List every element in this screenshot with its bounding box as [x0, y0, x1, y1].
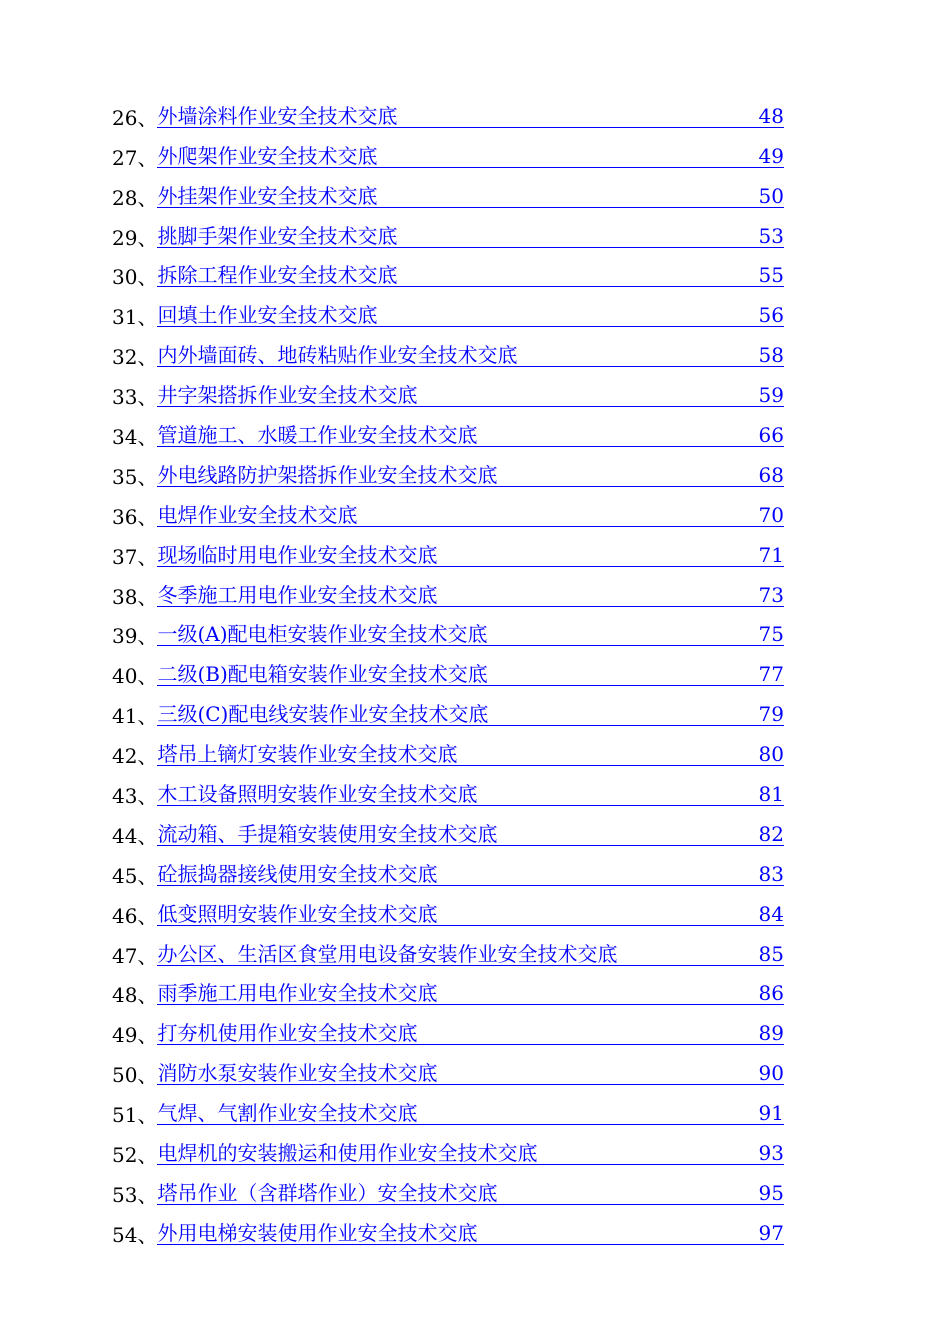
toc-entry-title: 木工设备照明安装作业安全技术交底 [157, 782, 478, 807]
toc-entry-page: 90 [758, 1061, 784, 1086]
toc-entry-link[interactable] [157, 861, 784, 886]
toc-entry-link[interactable] [157, 103, 784, 128]
toc-entry-link[interactable] [157, 143, 784, 168]
toc-entry-page: 70 [758, 502, 784, 527]
toc-entry [112, 291, 784, 331]
toc-entry-number: 52、 [112, 1143, 158, 1168]
toc-entry-link[interactable] [157, 183, 784, 208]
toc-entry-page: 91 [758, 1101, 784, 1126]
toc-entry-number: 26、 [112, 105, 158, 130]
toc-entry-link[interactable] [157, 1180, 784, 1205]
toc-entry [112, 92, 784, 132]
toc-entry [112, 1209, 784, 1249]
toc-entry-title: 外电线路防护架搭拆作业安全技术交底 [157, 462, 498, 487]
toc-entry-link[interactable] [157, 1023, 784, 1045]
toc-entry [112, 132, 784, 172]
toc-entry-number: 49、 [112, 1023, 158, 1048]
toc-entry [112, 371, 784, 411]
toc-entry-link[interactable] [157, 345, 784, 367]
toc-entry [112, 850, 784, 890]
toc-entry-title: 流动箱、手提箱安装使用安全技术交底 [157, 821, 498, 846]
toc-entry [112, 1169, 784, 1209]
toc-entry-page: 82 [758, 821, 784, 846]
toc-entry-link[interactable] [157, 582, 784, 607]
toc-entry-title: 外墙涂料作业安全技术交底 [157, 103, 398, 128]
toc-entry-title: 外挂架作业安全技术交底 [157, 183, 378, 208]
toc-entry [112, 252, 784, 292]
toc-entry-title: 电焊机的安装搬运和使用作业安全技术交底 [157, 1141, 538, 1166]
toc-entry [112, 491, 784, 531]
toc-entry-page: 80 [758, 742, 784, 767]
toc-entry-link[interactable] [157, 664, 784, 686]
toc-entry-page: 49 [758, 143, 784, 168]
toc-entry [112, 810, 784, 850]
toc-entry [112, 690, 784, 730]
toc-entry-title: 外爬架作业安全技术交底 [157, 143, 378, 168]
toc-entry [112, 1129, 784, 1169]
toc-entry-number: 51、 [112, 1103, 158, 1128]
toc-entry-number: 31、 [112, 305, 158, 330]
toc-entry-number: 37、 [112, 544, 158, 569]
toc-entry-title: 气焊、气割作业安全技术交底 [157, 1101, 418, 1126]
toc-entry-title: 内外墙面砖、地砖粘贴作业安全技术交底 [157, 343, 518, 368]
toc-entry-link[interactable] [157, 425, 784, 447]
toc-entry-page: 95 [758, 1180, 784, 1205]
toc-entry-number: 38、 [112, 584, 158, 609]
toc-entry-link[interactable] [157, 1220, 784, 1245]
toc-entry-title: 挑脚手架作业安全技术交底 [157, 223, 398, 248]
toc-entry [112, 411, 784, 451]
toc-entry-title: 二级(B)配电箱安装作业安全技术交底 [157, 662, 488, 687]
toc-entry-link[interactable] [157, 1103, 784, 1125]
toc-entry-number: 42、 [112, 744, 158, 769]
toc-entry-title: 办公区、生活区食堂用电设备安装作业安全技术交底 [157, 941, 618, 966]
toc-entry-number: 30、 [112, 265, 158, 290]
toc-entry-link[interactable] [157, 223, 784, 248]
toc-entry-page: 50 [758, 183, 784, 208]
toc-entry [112, 770, 784, 810]
toc-entry-link[interactable] [157, 983, 784, 1005]
toc-entry [112, 1049, 784, 1089]
toc-entry-title: 外用电梯安装使用作业安全技术交底 [157, 1220, 478, 1245]
toc-entry-page: 84 [758, 901, 784, 926]
toc-entry-number: 45、 [112, 863, 158, 888]
toc-entry-number: 39、 [112, 624, 158, 649]
toc-entry-link[interactable] [157, 901, 784, 926]
toc-entry-page: 53 [758, 223, 784, 248]
toc-entry-title: 雨季施工用电作业安全技术交底 [157, 981, 438, 1006]
toc-entry-title: 低变照明安装作业安全技术交底 [157, 901, 438, 926]
toc-entry-page: 71 [758, 542, 784, 567]
toc-entry-page: 86 [758, 981, 784, 1006]
toc-entry-number: 29、 [112, 225, 158, 250]
toc-entry-number: 41、 [112, 704, 158, 729]
toc-entry [112, 970, 784, 1010]
toc-entry [112, 1089, 784, 1129]
toc-entry [112, 890, 784, 930]
toc-entry-link[interactable] [157, 502, 784, 527]
toc-entry [112, 650, 784, 690]
toc-entry-page: 85 [758, 941, 784, 966]
toc-entry-title: 砼振捣器接线使用安全技术交底 [157, 861, 438, 886]
toc-entry-title: 电焊作业安全技术交底 [157, 502, 358, 527]
toc-entry-number: 44、 [112, 823, 158, 848]
toc-entry-number: 27、 [112, 145, 158, 170]
toc-entry-title: 消防水泵安装作业安全技术交底 [157, 1061, 438, 1086]
toc-entry-number: 32、 [112, 345, 158, 370]
toc-entry-link[interactable] [157, 704, 784, 726]
toc-entry-title: 一级(A)配电柜安装作业安全技术交底 [157, 622, 488, 647]
toc-entry-number: 35、 [112, 464, 158, 489]
toc-entry-page: 93 [758, 1141, 784, 1166]
toc-entry-number: 36、 [112, 504, 158, 529]
toc-entry-link[interactable] [157, 784, 784, 806]
toc-entry-page: 77 [758, 662, 784, 687]
toc-entry-number: 43、 [112, 784, 158, 809]
toc-entry [112, 451, 784, 491]
toc-entry [112, 611, 784, 651]
toc-entry-link[interactable] [157, 744, 784, 766]
toc-entry-page: 55 [758, 263, 784, 288]
toc-entry-title: 塔吊作业（含群塔作业）安全技术交底 [157, 1180, 498, 1205]
toc-entry-link[interactable] [157, 542, 784, 567]
toc-entry-page: 58 [758, 343, 784, 368]
toc-entry [112, 531, 784, 571]
toc-entry-page: 79 [758, 702, 784, 727]
toc-entry-page: 73 [758, 582, 784, 607]
toc-entry-title: 打夯机使用作业安全技术交底 [157, 1021, 418, 1046]
toc-entry-page: 59 [758, 383, 784, 408]
toc-entry-link[interactable] [157, 1063, 784, 1085]
toc-entry-number: 33、 [112, 385, 158, 410]
toc-entry-number: 40、 [112, 664, 158, 689]
toc-entry-number: 53、 [112, 1182, 158, 1207]
toc-entry-title: 井字架搭拆作业安全技术交底 [157, 383, 418, 408]
toc-entry-page: 97 [758, 1220, 784, 1245]
toc-entry [112, 212, 784, 252]
toc-entry-link[interactable] [157, 462, 784, 487]
toc-entry-number: 47、 [112, 943, 158, 968]
toc-entry-page: 83 [758, 861, 784, 886]
table-of-contents [112, 92, 784, 1249]
toc-entry [112, 331, 784, 371]
toc-entry-title: 管道施工、水暖工作业安全技术交底 [157, 423, 478, 448]
toc-entry-title: 冬季施工用电作业安全技术交底 [157, 582, 438, 607]
toc-entry-link[interactable] [157, 265, 784, 287]
toc-entry-page: 81 [758, 782, 784, 807]
toc-entry-page: 89 [758, 1021, 784, 1046]
toc-entry-number: 28、 [112, 185, 158, 210]
toc-entry-title: 现场临时用电作业安全技术交底 [157, 542, 438, 567]
toc-entry-title: 拆除工程作业安全技术交底 [157, 263, 398, 288]
toc-entry-link[interactable] [157, 624, 784, 646]
toc-entry-page: 66 [758, 423, 784, 448]
toc-entry-page: 75 [758, 622, 784, 647]
toc-entry-page: 68 [758, 462, 784, 487]
toc-entry-link[interactable] [157, 941, 784, 966]
toc-entry [112, 1009, 784, 1049]
toc-entry-page: 48 [758, 103, 784, 128]
toc-entry [112, 730, 784, 770]
toc-entry [112, 172, 784, 212]
toc-entry-title: 三级(C)配电线安装作业安全技术交底 [157, 702, 489, 727]
toc-entry-title: 回填土作业安全技术交底 [157, 303, 378, 328]
toc-entry-title: 塔吊上镝灯安装作业安全技术交底 [157, 742, 458, 767]
toc-entry-link[interactable] [157, 1143, 784, 1165]
toc-entry-number: 46、 [112, 903, 158, 928]
toc-entry-link[interactable] [157, 305, 784, 327]
toc-entry-number: 48、 [112, 983, 158, 1008]
toc-entry [112, 930, 784, 970]
toc-entry-link[interactable] [157, 821, 784, 846]
toc-entry-page: 56 [758, 303, 784, 328]
toc-entry-link[interactable] [157, 385, 784, 407]
toc-entry-number: 50、 [112, 1063, 158, 1088]
toc-entry-number: 54、 [112, 1222, 158, 1247]
toc-entry [112, 571, 784, 611]
toc-entry-number: 34、 [112, 425, 158, 450]
